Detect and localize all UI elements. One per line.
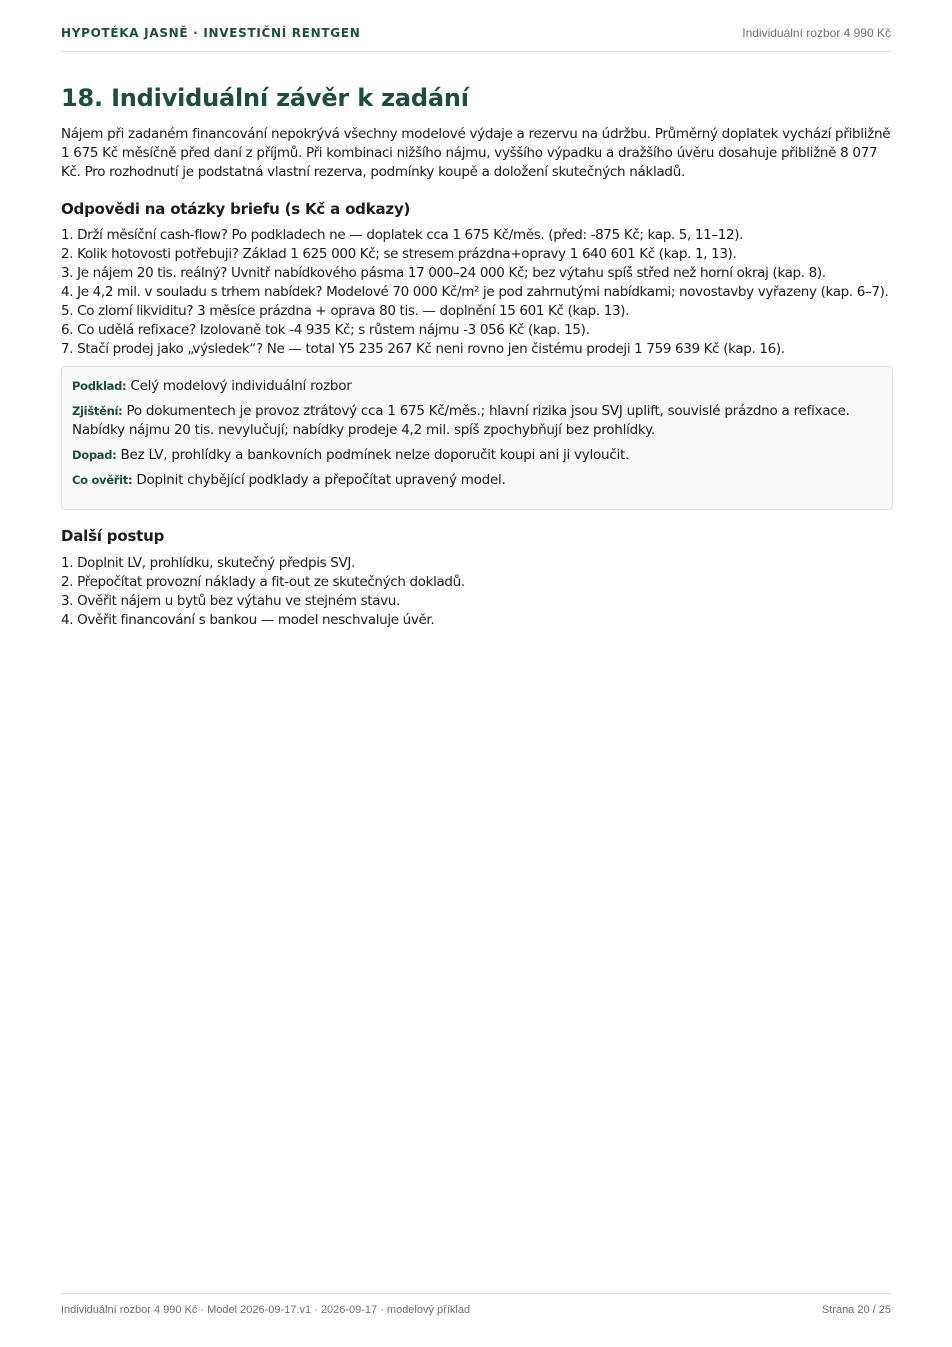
answer-item: 7. Stačí prodej jako „výsledek“? Ne — total Y5 235 267 Kč neni rovno jen čistému prodeji 1 759 639 Kč (kap. 16). [61, 341, 785, 357]
finding-text: Po dokumentech je provoz ztrátový cca 1 675 Kč/měs.; hlavní rizika jsou SVJ uplift, souvislé prázdno a refixace. Nabídky nájmu 20 tis. nevylučují; nabídky prodeje 4,2 mil. spíš zpochybňují bez prohlídky. [72, 403, 850, 438]
summary-box [61, 366, 893, 510]
verify-text: Doplnit chybějící podklady a přepočítat upravený model. [136, 472, 506, 488]
summary-basis [72, 377, 882, 396]
answer-item: 2. Kolik hotovosti potřebuji? Základ 1 625 000 Kč; se stresem prázdna+opravy 1 640 601 Kč (kap. 1, 13). [61, 246, 737, 262]
page-header [61, 24, 891, 52]
page-footer [61, 1293, 891, 1324]
next-step-item: 4. Ověřit financování s bankou — model neschvaluje úvěr. [61, 612, 435, 628]
answer-item: 6. Co udělá refixace? Izolovaně tok -4 935 Kč; s růstem nájmu -3 056 Kč (kap. 15). [61, 322, 590, 338]
answer-item: 4. Je 4,2 mil. v souladu s trhem nabídek? Modelové 70 000 Kč/m² je pod zahrnutými nabídkami; novostavby vyřazeny (kap. 6–7). [61, 284, 889, 300]
next-steps-list [61, 554, 891, 630]
answers-list [61, 226, 891, 359]
section-title: 18. Individuální závěr k zadání [61, 84, 469, 112]
answer-item: 5. Co zlomí likviditu? 3 měsíce prázdna + oprava 80 tis. — doplnění 15 601 Kč (kap. 13). [61, 303, 630, 319]
page-number: Strana 20 / 25 [821, 1304, 891, 1316]
next-step-item: 3. Ověřit nájem u bytů bez výtahu ve stejném stavu. [61, 593, 400, 609]
answer-item: 3. Je nájem 20 tis. reálný? Uvnitř nabídkového pásma 17 000–24 000 Kč; bez výtahu spíš střed než horní okraj (kap. 8). [61, 265, 826, 281]
document-page [61, 0, 891, 1347]
impact-text: Bez LV, prohlídky a bankovních podmínek nelze doporučit koupi ani ji vyloučit. [120, 447, 630, 463]
next-step-item: 1. Doplnit LV, prohlídku, skutečný předpis SVJ. [61, 555, 355, 571]
product-label: Individuální rozbor 4 990 Kč [742, 26, 891, 40]
section-intro: Nájem při zadaném financování nepokrývá všechny modelové výdaje a rezervu na údržbu. Průměrný doplatek vychází přibližně 1 675 Kč měsíčně před daní z příjmů. Při kombinaci nižšího nájmu, vyššího výpadku a dražšího úvěru dosahuje přibližně 8 077 Kč. Pro rozhodnutí je podstatná vlastní rezerva, podmínky koupě a doložení skutečných nákladů. [61, 126, 891, 180]
next-step-item: 2. Přepočítat provozní náklady a fit-out ze skutečných dokladů. [61, 574, 465, 590]
summary-verify [72, 471, 882, 490]
answer-item: 1. Drží měsíční cash-flow? Po podkladech ne — doplatek cca 1 675 Kč/měs. (před: -875 Kč; kap. 5, 11–12). [61, 227, 744, 243]
finding-label: Zjištění: [72, 404, 123, 418]
basis-text: Celý modelový individuální rozbor [130, 378, 352, 394]
verify-label: Co ověřit: [72, 473, 133, 487]
impact-label: Dopad: [72, 448, 117, 462]
answers-heading: Odpovědi na otázky briefu (s Kč a odkazy) [61, 200, 411, 218]
summary-finding [72, 402, 882, 440]
footer-meta: Individuální rozbor 4 990 Kč · Model 2026-09-17.v1 · 2026-09-17 · modelový příklad [61, 1304, 471, 1316]
basis-label: Podklad: [72, 379, 127, 393]
summary-impact [72, 446, 882, 465]
brand-title: HYPOTÉKA JASNĚ · INVESTIČNÍ RENTGEN [61, 26, 361, 40]
next-steps-heading: Další postup [61, 527, 165, 545]
